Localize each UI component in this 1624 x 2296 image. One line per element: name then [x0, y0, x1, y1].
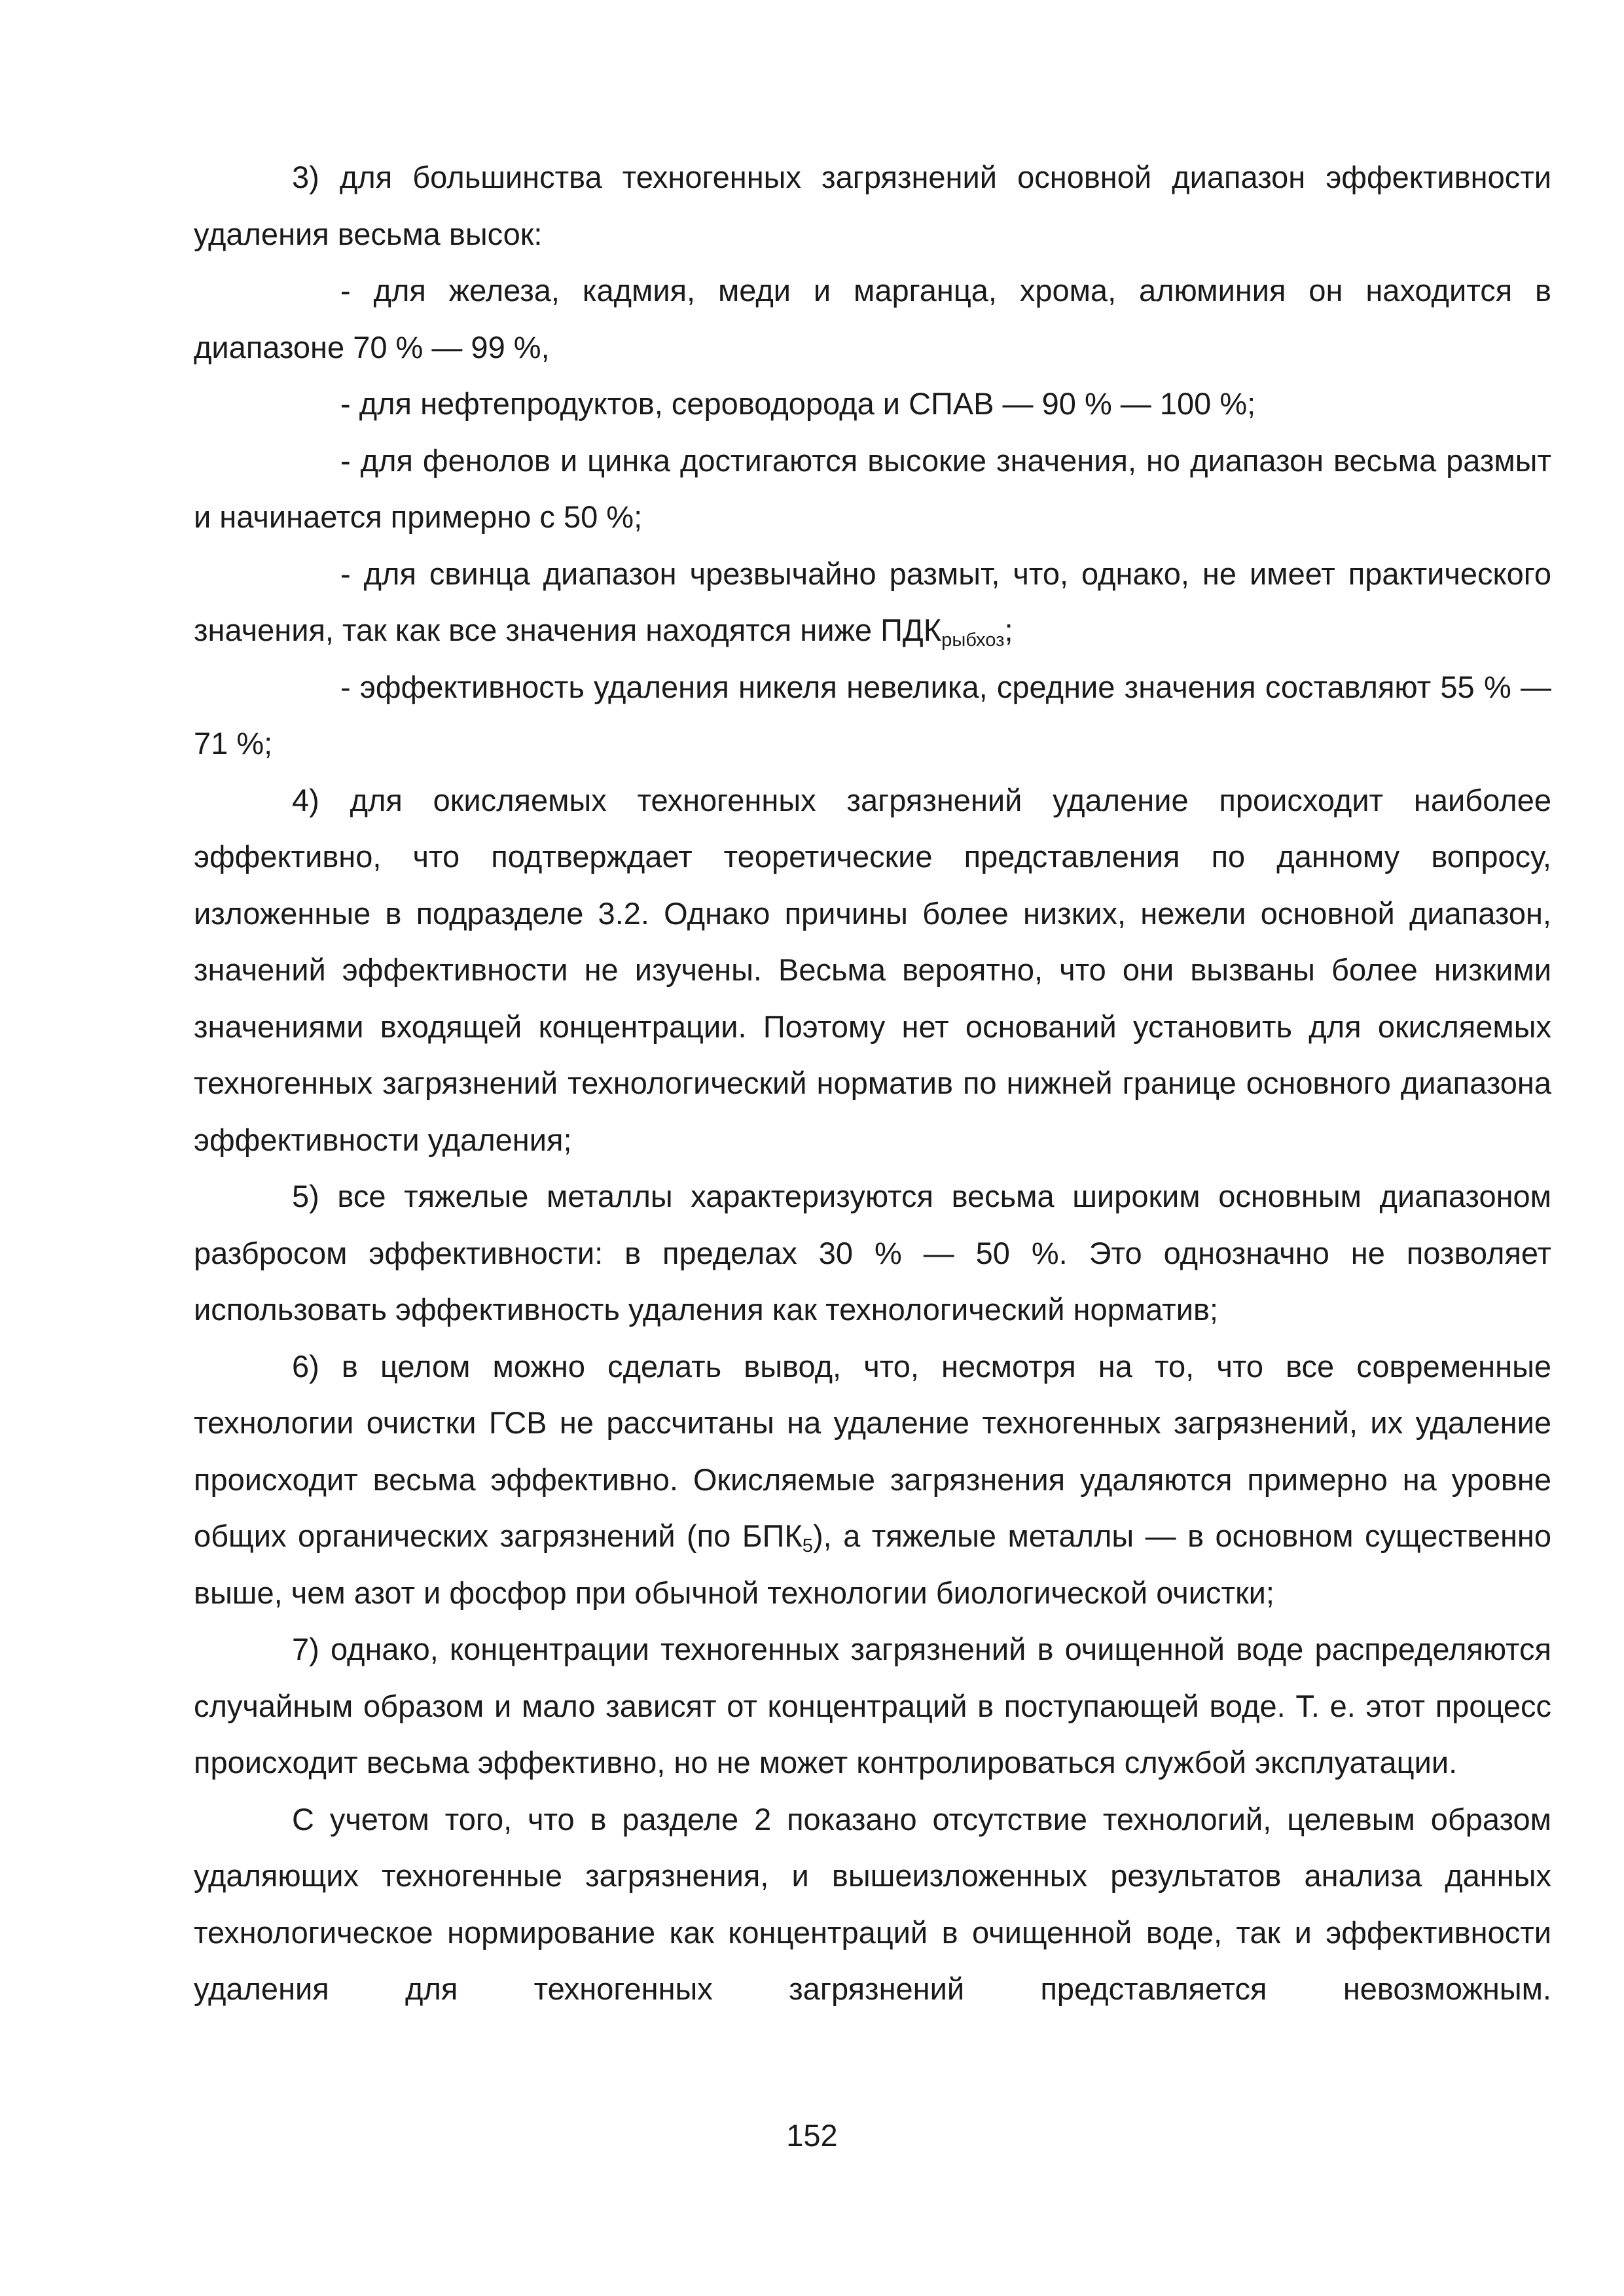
sub-item-petroleum: - для нефтепродуктов, сероводорода и СПАВ — 90 % — 100 %;	[340, 386, 1256, 421]
sub-item-lead-text: - для свинца диапазон чрезвычайно размыт, что, однако, не имеет практического значения, так как все значения находятся ниже ПДК	[194, 556, 1551, 647]
list-item-6-text-b: ), а тяжелые металлы — в основном существенно выше, чем азот и фосфор при обычной технологии биологической очистки;	[194, 1518, 1551, 1610]
sub-item-nickel: - эффективность удаления никеля невелика, средние значения составляют 55 % — 71 %;	[194, 669, 1551, 761]
page-number: 152	[786, 2118, 838, 2153]
sub-item-iron-cadmium: - для железа, кадмия, меди и марганца, хрома, алюминия он находится в диапазоне 70 % — 99 %,	[194, 273, 1551, 365]
sub-item-lead-end: ;	[1004, 613, 1013, 647]
conclusion-paragraph: С учетом того, что в разделе 2 показано отсутствие технологий, целевым образом удаляющих техногенные загрязнения, и вышеизложенных результатов анализа данных технологическое нормирование как концентраций в очищенной воде, так и эффективности удаления для техногенных загрязнений представляется невозможным.	[194, 1801, 1551, 2006]
bpk-subscript: 5	[802, 1535, 813, 1557]
pdk-subscript: рыбхоз	[941, 630, 1005, 651]
sub-item-lead	[194, 546, 1551, 659]
list-item-6	[194, 1338, 1551, 1622]
body-text	[194, 149, 1551, 2018]
list-item-4: 4) для окисляемых техногенных загрязнений удаление происходит наиболее эффективно, что подтверждает теоретические представления по данному вопросу, изложенные в подразделе 3.2. Однако причины более низких, нежели основной диапазон, значений эффективности не изучены. Весьма вероятно, что они вызваны более низкими значениями входящей концентрации. Поэтому нет оснований установить для окисляемых техногенных загрязнений технологический норматив по нижней границе основного диапазона эффективности удаления;	[194, 782, 1551, 1157]
list-item-6-text-a: 6) в целом можно сделать вывод, что, несмотря на то, что все современные технологии очистки ГСВ не рассчитаны на удаление техногенных загрязнений, их удаление происходит весьма эффективно. Окисляемые загрязнения удаляются примерно на уровне общих органических загрязнений (по БПК	[194, 1348, 1551, 1553]
sub-item-phenols-zinc: - для фенолов и цинка достигаются высокие значения, но диапазон весьма размыт и начинается примерно с 50 %;	[194, 442, 1551, 534]
list-item-7: 7) однако, концентрации техногенных загрязнений в очищенной воде распределяются случайным образом и мало зависят от концентраций в поступающей воде. Т. е. этот процесс происходит весьма эффективно, но не может контролироваться службой эксплуатации.	[194, 1632, 1551, 1780]
list-item-3: 3) для большинства техногенных загрязнений основной диапазон эффективности удаления весьма высок:	[194, 160, 1551, 251]
list-item-5: 5) все тяжелые металлы характеризуются весьма широким основным диапазоном разбросом эффективности: в пределах 30 % — 50 %. Это однозначно не позволяет использовать эффективность удаления как технологический норматив;	[194, 1179, 1551, 1327]
